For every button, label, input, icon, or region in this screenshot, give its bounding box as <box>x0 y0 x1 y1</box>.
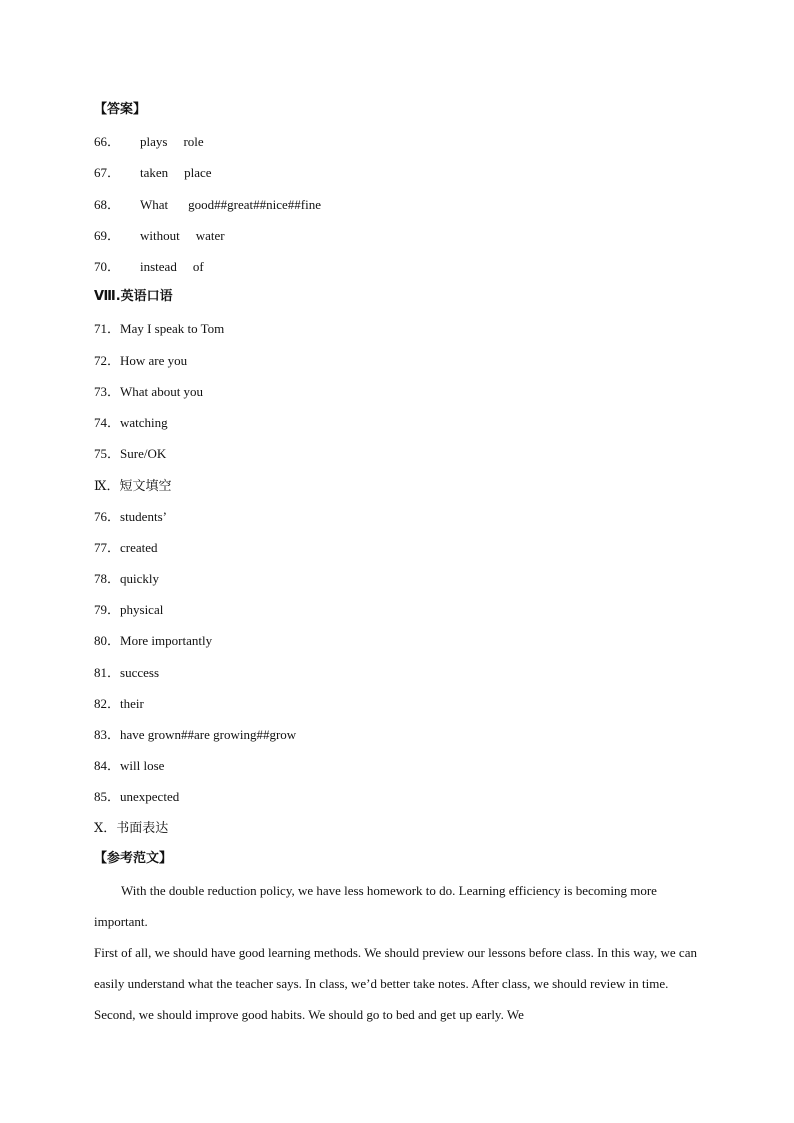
passage-answer-78 <box>94 571 159 587</box>
answer-number: 71． <box>94 321 121 336</box>
sample-essay-heading: 【参考范文】 <box>94 851 173 866</box>
answer-word-2: water <box>195 228 225 243</box>
answer-number: 80． <box>94 633 121 648</box>
answer-word-2: good##great##nice##fine <box>188 197 321 212</box>
answer-number: 72． <box>94 353 121 368</box>
answer-line-70 <box>94 259 204 275</box>
answer-number: 76． <box>94 509 121 524</box>
section-8-title: Ⅷ.英语口语 <box>94 289 173 304</box>
passage-answer-82 <box>94 696 144 712</box>
answer-line-66 <box>94 134 204 150</box>
answer-text: watching <box>120 415 168 430</box>
answer-word-1: What <box>140 197 169 212</box>
answer-text: will lose <box>120 758 165 773</box>
oral-answer-71 <box>94 321 224 337</box>
answer-word-2: of <box>192 259 204 274</box>
oral-answer-72 <box>94 353 187 369</box>
passage-answer-80 <box>94 633 212 649</box>
essay-paragraph-2: First of all, we should have good learning methods. We should preview our lessons before class. In this way, we can easily understand what the teacher says. In class, we’d better take notes. After class, we should review in time. Second, we should improve good habits. We should go to bed and get up early. We <box>94 945 697 1022</box>
answer-number: 82． <box>94 696 121 711</box>
answer-text: Sure/OK <box>120 446 167 461</box>
passage-answer-84 <box>94 758 164 774</box>
answer-line-68 <box>94 197 321 213</box>
oral-answer-75 <box>94 446 166 462</box>
answer-word-1: plays <box>140 134 168 149</box>
answer-text: unexpected <box>120 789 180 804</box>
answer-number: 83． <box>94 727 121 742</box>
answer-text: How are you <box>120 353 188 368</box>
answer-word-2: place <box>184 165 212 180</box>
answer-number: 68． <box>94 197 121 212</box>
answer-text: More importantly <box>120 633 213 648</box>
sample-essay <box>94 875 706 1030</box>
answer-text: have grown##are growing##grow <box>120 727 297 742</box>
answer-text: students’ <box>120 509 167 524</box>
passage-answer-76 <box>94 509 167 525</box>
answer-text: success <box>120 665 160 680</box>
answer-number: 78． <box>94 571 121 586</box>
answer-number: 66． <box>94 134 121 149</box>
answer-line-69 <box>94 228 225 244</box>
answer-number: 85． <box>94 789 121 804</box>
answer-number: 77． <box>94 540 121 555</box>
section-number: Ⅸ． <box>94 478 120 493</box>
oral-answer-73 <box>94 384 203 400</box>
answer-number: 70． <box>94 259 121 274</box>
answer-text: their <box>120 696 144 711</box>
passage-answer-77 <box>94 540 158 556</box>
answer-word-1: without <box>140 228 180 243</box>
answer-text: physical <box>120 602 164 617</box>
answer-word-1: instead <box>140 259 177 274</box>
passage-answer-81 <box>94 665 159 681</box>
answer-text: May I speak to Tom <box>120 321 225 336</box>
answer-number: 81． <box>94 665 121 680</box>
oral-answer-74 <box>94 415 168 431</box>
section-title: 短文填空 <box>119 479 172 494</box>
passage-answer-83 <box>94 727 296 743</box>
answer-text: What about you <box>120 384 204 399</box>
answer-word-1: taken <box>140 165 169 180</box>
passage-answer-79 <box>94 602 163 618</box>
section-10-title <box>94 820 168 837</box>
answer-line-67 <box>94 165 212 181</box>
answer-number: 69． <box>94 228 121 243</box>
essay-paragraph-1: With the double reduction policy, we have less homework to do. Learning efficiency is becoming more important. <box>94 883 657 929</box>
section-number: Ⅹ． <box>94 820 117 835</box>
section-title: 书面表达 <box>116 821 169 836</box>
answer-number: 73． <box>94 384 121 399</box>
answer-number: 84． <box>94 758 121 773</box>
section-9-title <box>94 478 172 495</box>
answer-heading: 【答案】 <box>94 102 147 117</box>
passage-answer-85 <box>94 789 179 805</box>
answer-number: 79． <box>94 602 121 617</box>
answer-number: 74． <box>94 415 121 430</box>
answer-number: 75． <box>94 446 121 461</box>
answer-text: created <box>120 540 158 555</box>
answer-number: 67． <box>94 165 121 180</box>
answer-word-2: role <box>183 134 204 149</box>
answer-text: quickly <box>120 571 160 586</box>
